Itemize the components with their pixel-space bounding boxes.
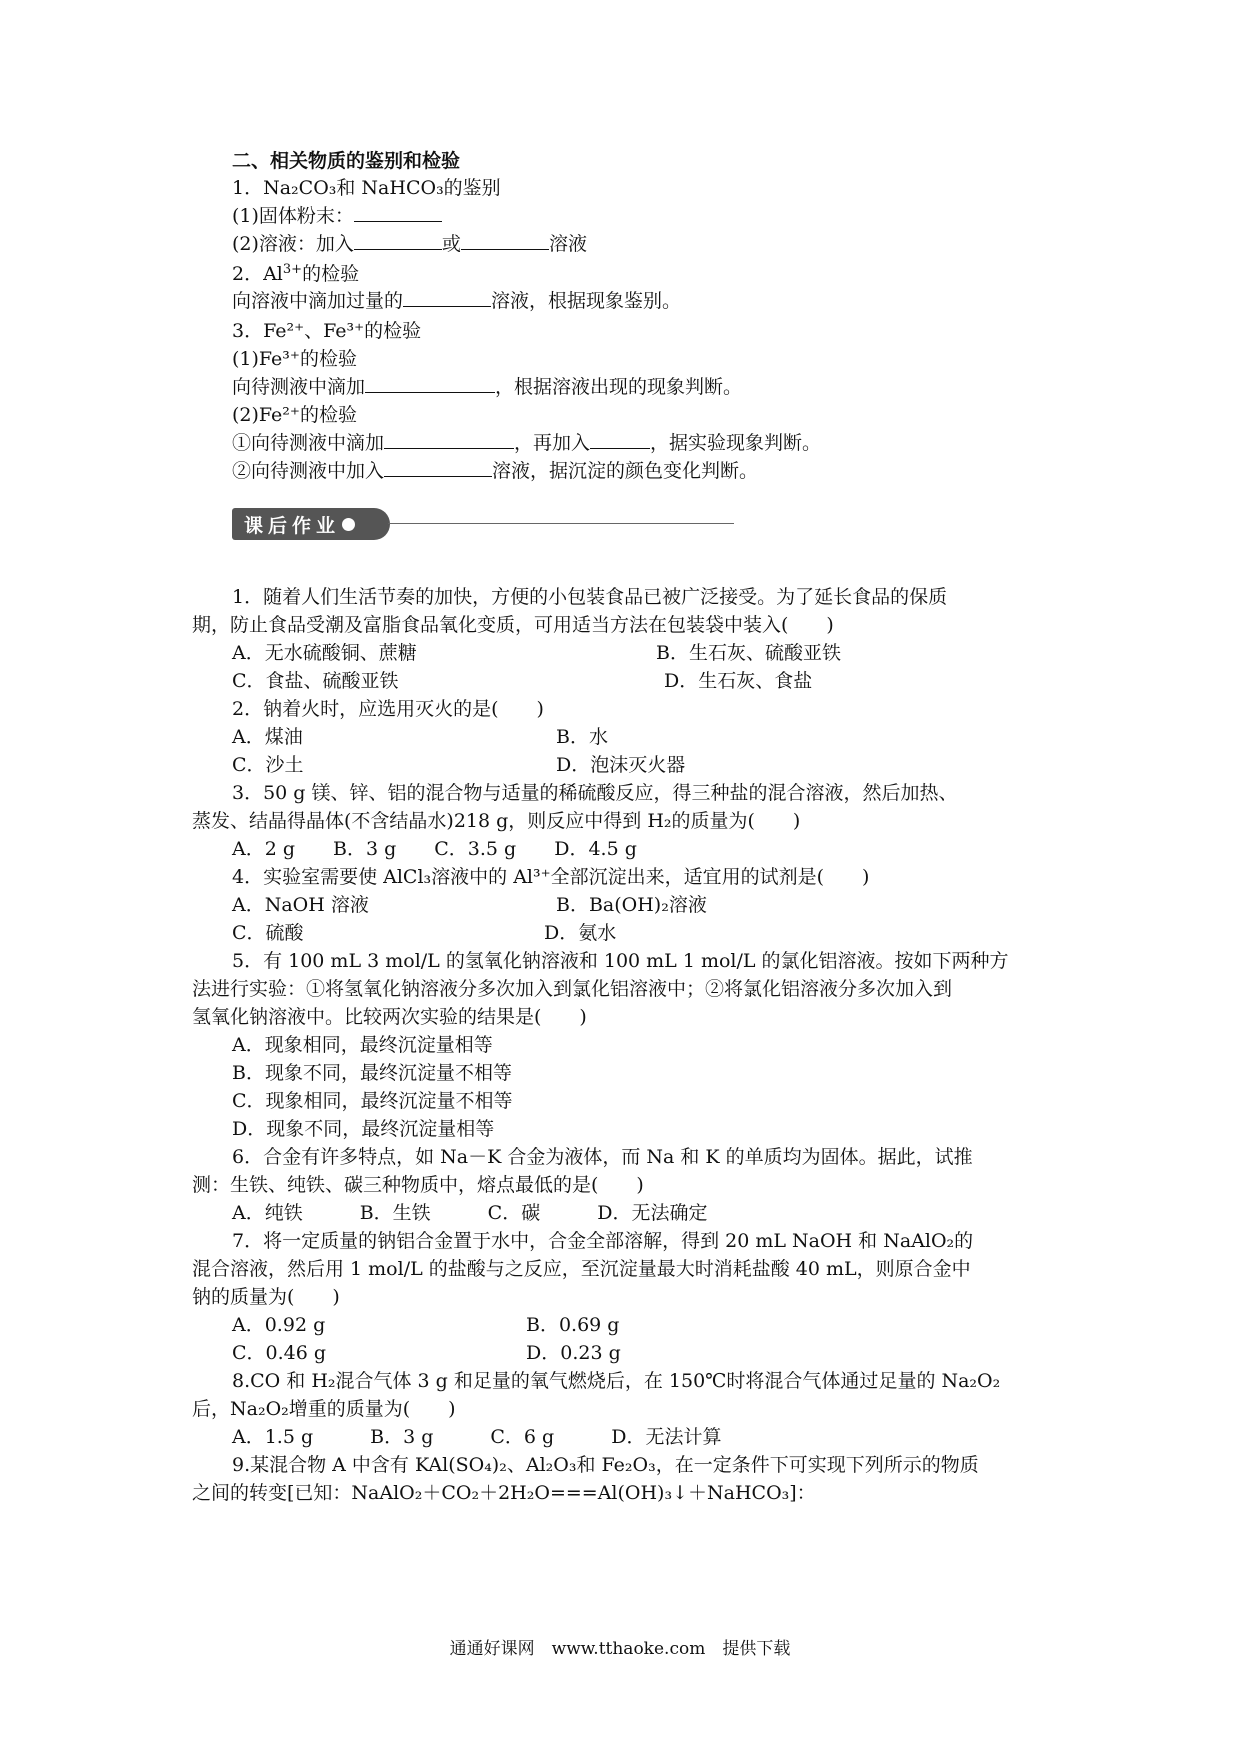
q7-option-b[interactable]: B．0.69 g <box>526 1314 620 1336</box>
q1-line2: 期，防止食品受潮及富脂食品氧化变质，可用适当方法在包装袋中装入( ) <box>192 614 834 636</box>
q4-option-b[interactable]: B．Ba(OH)₂溶液 <box>556 894 707 916</box>
answer-blank[interactable] <box>384 430 514 449</box>
answer-blank[interactable] <box>590 430 650 449</box>
item2-label-sup: 3+ <box>282 262 303 277</box>
q7-option-d[interactable]: D．0.23 g <box>526 1342 621 1364</box>
q9-line1: 9.某混合物 A 中含有 KAl(SO₄)₂、Al₂O₃和 Fe₂O₃，在一定条件下可实现下列所示的物质 <box>232 1454 979 1476</box>
item2-label-post: 的检验 <box>302 263 360 285</box>
q6-line2: 测：生铁、纯铁、碳三种物质中，熔点最低的是( ) <box>192 1174 644 1196</box>
q7-line2: 混合溶液，然后用 1 mol/L 的盐酸与之反应，至沉淀量最大时消耗盐酸 40 mL，则原合金中 <box>192 1258 971 1280</box>
q2-option-d[interactable]: D．泡沫灭火器 <box>556 754 686 776</box>
item3-sub1-prefix: 向待测液中滴加 <box>232 376 366 398</box>
q1-option-a[interactable]: A．无水硫酸铜、蔗糖 <box>232 642 417 664</box>
item1-sub1-text: (1)固体粉末： <box>232 205 354 227</box>
q7-option-c[interactable]: C．0.46 g <box>232 1342 327 1364</box>
item3-sub2-label: (2)Fe²⁺的检验 <box>232 404 357 426</box>
item3-q1-mid: ，再加入 <box>514 432 591 454</box>
answer-blank[interactable] <box>354 203 442 222</box>
q5-option-d[interactable]: D．现象不同，最终沉淀量相等 <box>232 1118 495 1140</box>
q6-options[interactable]: A．纯铁 B．生铁 C．碳 D．无法确定 <box>232 1202 708 1224</box>
answer-blank[interactable] <box>403 288 491 307</box>
answer-blank[interactable] <box>365 374 495 393</box>
homework-banner <box>232 508 390 540</box>
q4-option-c[interactable]: C．硫酸 <box>232 922 304 944</box>
banner-rule <box>388 523 734 524</box>
q5-option-a[interactable]: A．现象相同，最终沉淀量相等 <box>232 1034 493 1056</box>
q3-line1: 3．50 g 镁、锌、铝的混合物与适量的稀硫酸反应，得三种盐的混合溶液，然后加热、 <box>232 782 958 804</box>
answer-blank[interactable] <box>384 458 492 477</box>
item2-text-suffix: 溶液，根据现象鉴别。 <box>491 290 682 312</box>
page-footer: 通通好课网 www.tthaoke.com 提供下载 <box>449 1639 791 1659</box>
q2-option-a[interactable]: A．煤油 <box>232 726 303 748</box>
answer-blank[interactable] <box>354 231 442 250</box>
q6-line1: 6．合金有许多特点，如 Na－K 合金为液体，而 Na 和 K 的单质均为固体。据此，试推 <box>232 1146 973 1168</box>
bullet-icon <box>342 518 355 531</box>
q8-options[interactable]: A．1.5 g B．3 g C．6 g D．无法计算 <box>232 1426 722 1448</box>
item3-sub1-label: (1)Fe³⁺的检验 <box>232 348 357 370</box>
q1-line1: 1．随着人们生活节奏的加快，方便的小包装食品已被广泛接受。为了延长食品的保质 <box>232 586 948 608</box>
q3-line2: 蒸发、结晶得晶体(不含结晶水)218 g，则反应中得到 H₂的质量为( ) <box>192 810 801 832</box>
q2-option-c[interactable]: C．沙土 <box>232 754 304 776</box>
q2-line1: 2．钠着火时，应选用灭火的是( ) <box>232 698 544 720</box>
q8-line2: 后，Na₂O₂增重的质量为( ) <box>192 1398 456 1420</box>
item1-sub2 <box>232 231 587 257</box>
item3-q2 <box>232 458 758 484</box>
item1-sub2-prefix: (2)溶液：加入 <box>232 233 354 255</box>
q7-line1: 7．将一定质量的钠铝合金置于水中，合金全部溶解，得到 20 mL NaOH 和 NaAlO₂的 <box>232 1230 974 1252</box>
item3-label: 3．Fe²⁺、Fe³⁺的检验 <box>232 320 422 342</box>
section-title: 二、相关物质的鉴别和检验 <box>232 150 461 172</box>
item2-text <box>232 288 681 314</box>
homework-banner-label: 课后作业 <box>244 514 341 537</box>
item3-q1-prefix: ①向待测液中滴加 <box>232 432 385 454</box>
q1-option-c[interactable]: C．食盐、硫酸亚铁 <box>232 670 399 692</box>
q3-options[interactable]: A．2 g B．3 g C．3.5 g D．4.5 g <box>232 838 637 860</box>
item2-label <box>232 261 359 287</box>
q1-option-d[interactable]: D．生石灰、食盐 <box>664 670 813 692</box>
q2-option-b[interactable]: B．水 <box>556 726 608 748</box>
q1-option-b[interactable]: B．生石灰、硫酸亚铁 <box>656 642 841 664</box>
q4-option-d[interactable]: D．氨水 <box>544 922 617 944</box>
q4-line1: 4．实验室需要使 AlCl₃溶液中的 Al³⁺全部沉淀出来，适宜用的试剂是( ) <box>232 866 870 888</box>
item3-sub1-suffix: ，根据溶液出现的现象判断。 <box>495 376 743 398</box>
item3-q1-suffix: ，据实验现象判断。 <box>650 432 822 454</box>
item2-text-prefix: 向溶液中滴加过量的 <box>232 290 404 312</box>
q4-option-a[interactable]: A．NaOH 溶液 <box>232 894 369 916</box>
q5-option-c[interactable]: C．现象相同，最终沉淀量不相等 <box>232 1090 513 1112</box>
q5-line3: 氢氧化钠溶液中。比较两次实验的结果是( ) <box>192 1006 587 1028</box>
item3-q1 <box>232 430 821 456</box>
item3-sub1-text <box>232 374 742 400</box>
item2-label-pre: 2．Al <box>232 263 283 285</box>
q8-line1: 8.CO 和 H₂混合气体 3 g 和足量的氧气燃烧后，在 150℃时将混合气体通过足量的 Na₂O₂ <box>232 1370 1001 1392</box>
q9-line2: 之间的转变[已知：NaAlO₂＋CO₂＋2H₂O===Al(OH)₃↓＋NaHCO₃]： <box>192 1482 816 1504</box>
q5-line1: 5．有 100 mL 3 mol/L 的氢氧化钠溶液和 100 mL 1 mol/L 的氯化铝溶液。按如下两种方 <box>232 950 1009 972</box>
item1-sub2-mid: 或 <box>441 233 461 255</box>
q5-line2: 法进行实验：①将氢氧化钠溶液分多次加入到氯化铝溶液中；②将氯化铝溶液分多次加入到 <box>192 978 953 1000</box>
q7-option-a[interactable]: A．0.92 g <box>232 1314 326 1336</box>
q7-line3: 钠的质量为( ) <box>192 1286 340 1308</box>
q5-option-b[interactable]: B．现象不同，最终沉淀量不相等 <box>232 1062 512 1084</box>
item3-q2-suffix: 溶液，据沉淀的颜色变化判断。 <box>492 460 759 482</box>
item1-sub2-suffix: 溶液 <box>548 233 587 255</box>
answer-blank[interactable] <box>461 231 549 250</box>
item1-label: 1．Na₂CO₃和 NaHCO₃的鉴别 <box>232 177 501 199</box>
item1-sub1 <box>232 203 442 229</box>
item3-q2-prefix: ②向待测液中加入 <box>232 460 385 482</box>
